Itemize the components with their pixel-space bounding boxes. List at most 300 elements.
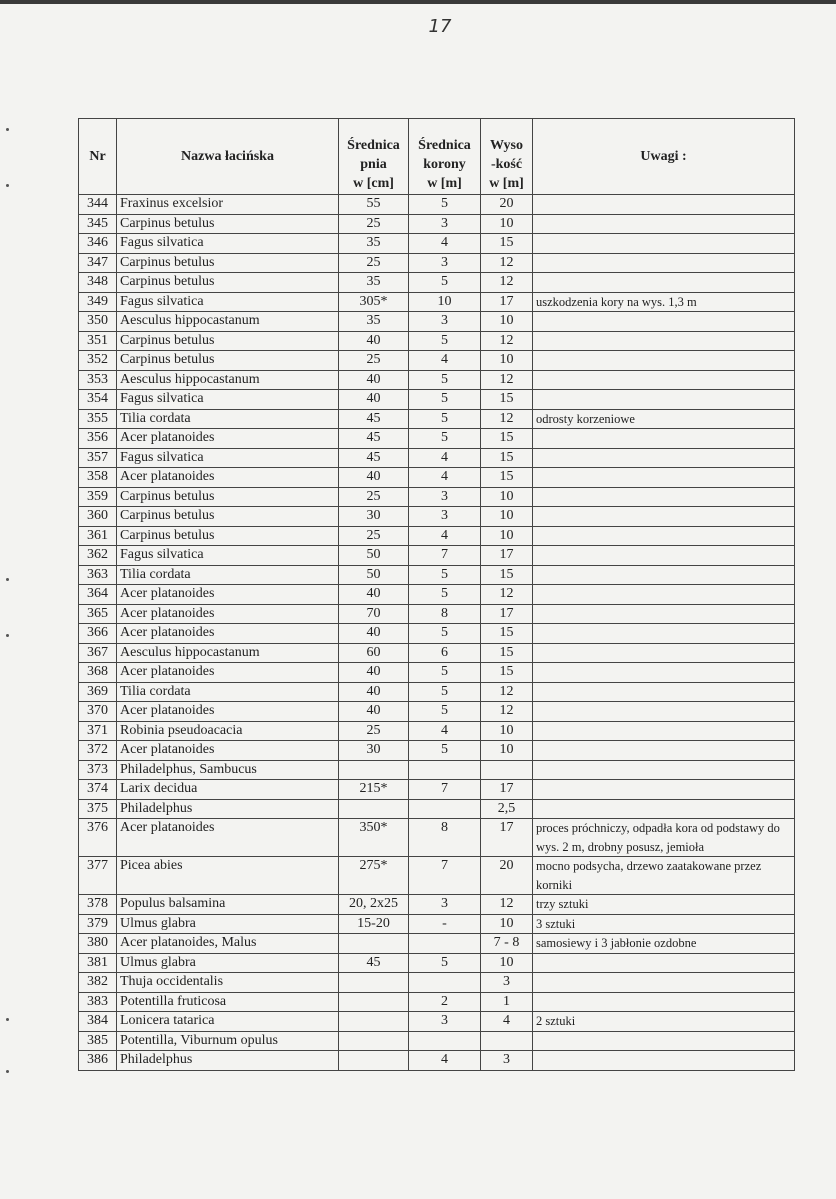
cell-latin-name: Picea abies [117, 857, 339, 895]
cell-notes [533, 663, 795, 683]
cell-notes [533, 370, 795, 390]
header-line: w [cm] [353, 176, 394, 191]
cell-nr: 349 [79, 292, 117, 312]
cell-trunk-diameter: 35 [339, 234, 409, 254]
table-row [79, 585, 795, 605]
cell-notes [533, 953, 795, 973]
table-row [79, 409, 795, 429]
cell-trunk-diameter: 25 [339, 253, 409, 273]
scan-speck [6, 184, 9, 187]
header-trunk-diameter [339, 119, 409, 195]
cell-crown-diameter: 5 [409, 624, 481, 644]
cell-crown-diameter: 4 [409, 1051, 481, 1071]
cell-crown-diameter: 3 [409, 214, 481, 234]
cell-height: 10 [481, 721, 533, 741]
cell-crown-diameter: 6 [409, 643, 481, 663]
header-line: -kość [490, 157, 523, 172]
cell-crown-diameter: 5 [409, 370, 481, 390]
cell-nr: 370 [79, 702, 117, 722]
cell-latin-name: Carpinus betulus [117, 331, 339, 351]
cell-trunk-diameter [339, 760, 409, 780]
table-row [79, 292, 795, 312]
cell-trunk-diameter: 50 [339, 565, 409, 585]
cell-notes [533, 702, 795, 722]
cell-latin-name: Acer platanoides [117, 429, 339, 449]
cell-height: 15 [481, 234, 533, 254]
cell-latin-name: Potentilla, Viburnum opulus [117, 1031, 339, 1051]
cell-crown-diameter: 3 [409, 487, 481, 507]
cell-notes [533, 992, 795, 1012]
cell-crown-diameter: 5 [409, 409, 481, 429]
cell-crown-diameter: 5 [409, 663, 481, 683]
table-row [79, 448, 795, 468]
header-line: Średnica [418, 138, 471, 153]
cell-latin-name: Acer platanoides [117, 585, 339, 605]
cell-nr: 363 [79, 565, 117, 585]
cell-crown-diameter [409, 799, 481, 819]
cell-trunk-diameter: 40 [339, 370, 409, 390]
table-row [79, 234, 795, 254]
cell-crown-diameter: 5 [409, 565, 481, 585]
cell-latin-name: Acer platanoides [117, 604, 339, 624]
cell-latin-name: Carpinus betulus [117, 507, 339, 527]
cell-nr: 358 [79, 468, 117, 488]
header-line: Wyso [490, 138, 523, 153]
header-line: korony [423, 157, 466, 172]
cell-crown-diameter: 4 [409, 721, 481, 741]
cell-crown-diameter: 5 [409, 390, 481, 410]
cell-trunk-diameter: 30 [339, 741, 409, 761]
cell-notes [533, 682, 795, 702]
cell-height: 20 [481, 857, 533, 895]
table-row [79, 953, 795, 973]
table-row [79, 702, 795, 722]
cell-nr: 345 [79, 214, 117, 234]
cell-nr: 377 [79, 857, 117, 895]
cell-notes [533, 1031, 795, 1051]
header-latin-name: Nazwa łacińska [117, 119, 339, 195]
cell-crown-diameter [409, 760, 481, 780]
cell-notes [533, 546, 795, 566]
cell-trunk-diameter: 20, 2x25 [339, 895, 409, 915]
cell-crown-diameter: 5 [409, 585, 481, 605]
cell-trunk-diameter: 275* [339, 857, 409, 895]
cell-height: 12 [481, 682, 533, 702]
table-row [79, 1031, 795, 1051]
table-row [79, 1051, 795, 1071]
cell-crown-diameter: 5 [409, 273, 481, 293]
table-row [79, 526, 795, 546]
scan-speck [6, 1070, 9, 1073]
cell-nr: 353 [79, 370, 117, 390]
cell-height: 17 [481, 780, 533, 800]
cell-height: 2,5 [481, 799, 533, 819]
table-row [79, 721, 795, 741]
cell-notes [533, 799, 795, 819]
cell-nr: 347 [79, 253, 117, 273]
table-row [79, 682, 795, 702]
table-row [79, 468, 795, 488]
cell-notes [533, 624, 795, 644]
cell-crown-diameter: 4 [409, 526, 481, 546]
table-body [79, 195, 795, 1071]
header-line: w [m] [489, 176, 524, 191]
cell-latin-name: Acer platanoides [117, 468, 339, 488]
cell-height: 15 [481, 429, 533, 449]
table-row [79, 331, 795, 351]
table-row [79, 973, 795, 993]
cell-trunk-diameter: 215* [339, 780, 409, 800]
table-row [79, 390, 795, 410]
cell-nr: 344 [79, 195, 117, 215]
cell-crown-diameter: 5 [409, 195, 481, 215]
cell-height: 10 [481, 953, 533, 973]
cell-trunk-diameter: 40 [339, 331, 409, 351]
table-row [79, 370, 795, 390]
table-row [79, 351, 795, 371]
cell-trunk-diameter: 70 [339, 604, 409, 624]
cell-nr: 366 [79, 624, 117, 644]
cell-trunk-diameter: 40 [339, 663, 409, 683]
cell-trunk-diameter: 60 [339, 643, 409, 663]
cell-nr: 378 [79, 895, 117, 915]
table-row [79, 429, 795, 449]
cell-notes: 3 sztuki [533, 914, 795, 934]
cell-trunk-diameter: 40 [339, 702, 409, 722]
cell-latin-name: Carpinus betulus [117, 526, 339, 546]
cell-crown-diameter: 7 [409, 780, 481, 800]
cell-nr: 375 [79, 799, 117, 819]
cell-latin-name: Ulmus glabra [117, 914, 339, 934]
cell-height: 10 [481, 214, 533, 234]
top-edge-line [0, 0, 836, 4]
cell-trunk-diameter [339, 973, 409, 993]
cell-trunk-diameter: 35 [339, 273, 409, 293]
cell-height: 15 [481, 390, 533, 410]
table-row [79, 253, 795, 273]
cell-trunk-diameter [339, 1051, 409, 1071]
cell-trunk-diameter: 40 [339, 468, 409, 488]
cell-latin-name: Fagus silvatica [117, 292, 339, 312]
cell-notes [533, 507, 795, 527]
cell-notes [533, 973, 795, 993]
cell-height: 17 [481, 292, 533, 312]
cell-height: 10 [481, 351, 533, 371]
header-line: Średnica [347, 138, 400, 153]
cell-latin-name: Fagus silvatica [117, 390, 339, 410]
cell-trunk-diameter [339, 1031, 409, 1051]
cell-latin-name: Philadelphus [117, 1051, 339, 1071]
cell-crown-diameter: 5 [409, 953, 481, 973]
table-row [79, 273, 795, 293]
cell-trunk-diameter [339, 1012, 409, 1032]
cell-nr: 371 [79, 721, 117, 741]
table-row [79, 195, 795, 215]
cell-notes [533, 468, 795, 488]
cell-height: 12 [481, 273, 533, 293]
cell-notes [533, 487, 795, 507]
cell-trunk-diameter: 25 [339, 351, 409, 371]
cell-trunk-diameter: 30 [339, 507, 409, 527]
cell-notes [533, 780, 795, 800]
header-line: pnia [360, 157, 387, 172]
cell-crown-diameter: 4 [409, 448, 481, 468]
cell-latin-name: Carpinus betulus [117, 214, 339, 234]
cell-notes [533, 1051, 795, 1071]
cell-crown-diameter: 5 [409, 702, 481, 722]
cell-latin-name: Philadelphus [117, 799, 339, 819]
cell-latin-name: Fraxinus excelsior [117, 195, 339, 215]
table-row [79, 819, 795, 857]
cell-height: 15 [481, 624, 533, 644]
cell-notes [533, 604, 795, 624]
cell-nr: 350 [79, 312, 117, 332]
cell-trunk-diameter: 25 [339, 487, 409, 507]
cell-height: 1 [481, 992, 533, 1012]
cell-trunk-diameter [339, 799, 409, 819]
cell-trunk-diameter: 55 [339, 195, 409, 215]
scan-speck [6, 578, 9, 581]
table-row [79, 895, 795, 915]
tree-inventory-table [78, 118, 795, 1071]
header-line: w [m] [427, 176, 462, 191]
cell-height: 15 [481, 565, 533, 585]
cell-nr: 354 [79, 390, 117, 410]
cell-nr: 376 [79, 819, 117, 857]
table-row [79, 312, 795, 332]
table-row [79, 1012, 795, 1032]
cell-height: 10 [481, 312, 533, 332]
cell-notes [533, 253, 795, 273]
cell-nr: 382 [79, 973, 117, 993]
cell-crown-diameter: 5 [409, 331, 481, 351]
cell-height: 10 [481, 507, 533, 527]
cell-latin-name: Populus balsamina [117, 895, 339, 915]
cell-height: 15 [481, 663, 533, 683]
cell-nr: 352 [79, 351, 117, 371]
table-row [79, 565, 795, 585]
table-row [79, 214, 795, 234]
cell-latin-name: Carpinus betulus [117, 253, 339, 273]
cell-trunk-diameter: 35 [339, 312, 409, 332]
cell-nr: 351 [79, 331, 117, 351]
cell-height: 10 [481, 914, 533, 934]
cell-trunk-diameter: 40 [339, 585, 409, 605]
table-row [79, 741, 795, 761]
cell-latin-name: Tilia cordata [117, 565, 339, 585]
cell-notes [533, 643, 795, 663]
page-number: 17 [428, 16, 452, 37]
table-row [79, 760, 795, 780]
table-row [79, 914, 795, 934]
cell-latin-name: Aesculus hippocastanum [117, 643, 339, 663]
cell-height: 10 [481, 526, 533, 546]
cell-crown-diameter: 4 [409, 234, 481, 254]
cell-crown-diameter: 8 [409, 819, 481, 857]
cell-trunk-diameter: 50 [339, 546, 409, 566]
cell-height: 12 [481, 702, 533, 722]
cell-height: 10 [481, 487, 533, 507]
cell-latin-name: Robinia pseudoacacia [117, 721, 339, 741]
cell-height: 12 [481, 253, 533, 273]
cell-height: 12 [481, 585, 533, 605]
cell-nr: 381 [79, 953, 117, 973]
cell-trunk-diameter: 45 [339, 448, 409, 468]
table-row [79, 857, 795, 895]
cell-latin-name: Tilia cordata [117, 409, 339, 429]
table-row [79, 487, 795, 507]
cell-trunk-diameter: 45 [339, 409, 409, 429]
cell-crown-diameter: 5 [409, 741, 481, 761]
scan-speck [6, 634, 9, 637]
cell-crown-diameter [409, 934, 481, 954]
cell-trunk-diameter: 305* [339, 292, 409, 312]
table-row [79, 934, 795, 954]
cell-crown-diameter: - [409, 914, 481, 934]
cell-trunk-diameter: 25 [339, 526, 409, 546]
cell-nr: 361 [79, 526, 117, 546]
cell-height: 12 [481, 370, 533, 390]
cell-nr: 357 [79, 448, 117, 468]
cell-height: 17 [481, 819, 533, 857]
cell-latin-name: Lonicera tatarica [117, 1012, 339, 1032]
cell-crown-diameter: 7 [409, 546, 481, 566]
cell-nr: 384 [79, 1012, 117, 1032]
cell-nr: 372 [79, 741, 117, 761]
cell-nr: 383 [79, 992, 117, 1012]
scan-speck [6, 1018, 9, 1021]
cell-notes [533, 331, 795, 351]
cell-notes [533, 214, 795, 234]
cell-notes: samosiewy i 3 jabłonie ozdobne [533, 934, 795, 954]
cell-crown-diameter: 3 [409, 312, 481, 332]
cell-nr: 369 [79, 682, 117, 702]
cell-nr: 348 [79, 273, 117, 293]
cell-latin-name: Carpinus betulus [117, 273, 339, 293]
cell-height: 20 [481, 195, 533, 215]
cell-crown-diameter: 5 [409, 429, 481, 449]
cell-height: 17 [481, 546, 533, 566]
cell-notes [533, 721, 795, 741]
cell-latin-name: Acer platanoides, Malus [117, 934, 339, 954]
cell-notes [533, 390, 795, 410]
cell-height: 4 [481, 1012, 533, 1032]
cell-height [481, 760, 533, 780]
cell-notes [533, 429, 795, 449]
cell-trunk-diameter: 25 [339, 214, 409, 234]
cell-nr: 356 [79, 429, 117, 449]
table-row [79, 799, 795, 819]
cell-nr: 368 [79, 663, 117, 683]
cell-notes [533, 448, 795, 468]
cell-nr: 359 [79, 487, 117, 507]
cell-height: 15 [481, 468, 533, 488]
table-row [79, 604, 795, 624]
cell-latin-name: Fagus silvatica [117, 448, 339, 468]
cell-latin-name: Potentilla fruticosa [117, 992, 339, 1012]
cell-crown-diameter: 3 [409, 1012, 481, 1032]
cell-latin-name: Carpinus betulus [117, 487, 339, 507]
cell-trunk-diameter: 25 [339, 721, 409, 741]
cell-notes: 2 sztuki [533, 1012, 795, 1032]
cell-notes [533, 234, 795, 254]
cell-nr: 367 [79, 643, 117, 663]
table-row [79, 780, 795, 800]
cell-crown-diameter: 7 [409, 857, 481, 895]
cell-notes [533, 741, 795, 761]
cell-latin-name: Acer platanoides [117, 624, 339, 644]
cell-trunk-diameter: 350* [339, 819, 409, 857]
cell-notes [533, 760, 795, 780]
table-row [79, 546, 795, 566]
cell-notes: proces próchniczy, odpadła kora od podstawy do wys. 2 m, drobny posusz, jemioła [533, 819, 795, 857]
cell-crown-diameter: 3 [409, 507, 481, 527]
cell-notes: odrosty korzeniowe [533, 409, 795, 429]
table-header-row [79, 119, 795, 195]
cell-crown-diameter [409, 973, 481, 993]
cell-nr: 379 [79, 914, 117, 934]
cell-latin-name: Aesculus hippocastanum [117, 312, 339, 332]
cell-crown-diameter: 3 [409, 253, 481, 273]
cell-height: 17 [481, 604, 533, 624]
cell-crown-diameter: 5 [409, 682, 481, 702]
cell-notes [533, 585, 795, 605]
cell-nr: 374 [79, 780, 117, 800]
cell-nr: 365 [79, 604, 117, 624]
cell-height: 3 [481, 1051, 533, 1071]
table-row [79, 663, 795, 683]
cell-latin-name: Tilia cordata [117, 682, 339, 702]
header-height [481, 119, 533, 195]
cell-height: 12 [481, 331, 533, 351]
cell-latin-name: Acer platanoides [117, 819, 339, 857]
cell-latin-name: Acer platanoides [117, 663, 339, 683]
cell-height: 7 - 8 [481, 934, 533, 954]
cell-trunk-diameter: 40 [339, 682, 409, 702]
cell-height: 3 [481, 973, 533, 993]
cell-trunk-diameter: 15-20 [339, 914, 409, 934]
cell-notes [533, 351, 795, 371]
cell-notes: mocno podsycha, drzewo zaatakowane przez korniki [533, 857, 795, 895]
cell-notes [533, 195, 795, 215]
cell-latin-name: Aesculus hippocastanum [117, 370, 339, 390]
cell-latin-name: Ulmus glabra [117, 953, 339, 973]
cell-nr: 346 [79, 234, 117, 254]
cell-nr: 364 [79, 585, 117, 605]
cell-crown-diameter: 4 [409, 468, 481, 488]
table-row [79, 643, 795, 663]
cell-notes [533, 526, 795, 546]
cell-trunk-diameter: 45 [339, 429, 409, 449]
cell-nr: 360 [79, 507, 117, 527]
cell-notes: trzy sztuki [533, 895, 795, 915]
header-crown-diameter [409, 119, 481, 195]
cell-nr: 355 [79, 409, 117, 429]
cell-latin-name: Fagus silvatica [117, 546, 339, 566]
cell-height: 12 [481, 895, 533, 915]
cell-notes [533, 273, 795, 293]
cell-latin-name: Acer platanoides [117, 741, 339, 761]
cell-trunk-diameter [339, 992, 409, 1012]
cell-latin-name: Thuja occidentalis [117, 973, 339, 993]
cell-nr: 362 [79, 546, 117, 566]
cell-trunk-diameter [339, 934, 409, 954]
cell-notes: uszkodzenia kory na wys. 1,3 m [533, 292, 795, 312]
cell-nr: 373 [79, 760, 117, 780]
cell-crown-diameter [409, 1031, 481, 1051]
cell-latin-name: Larix decidua [117, 780, 339, 800]
cell-nr: 386 [79, 1051, 117, 1071]
